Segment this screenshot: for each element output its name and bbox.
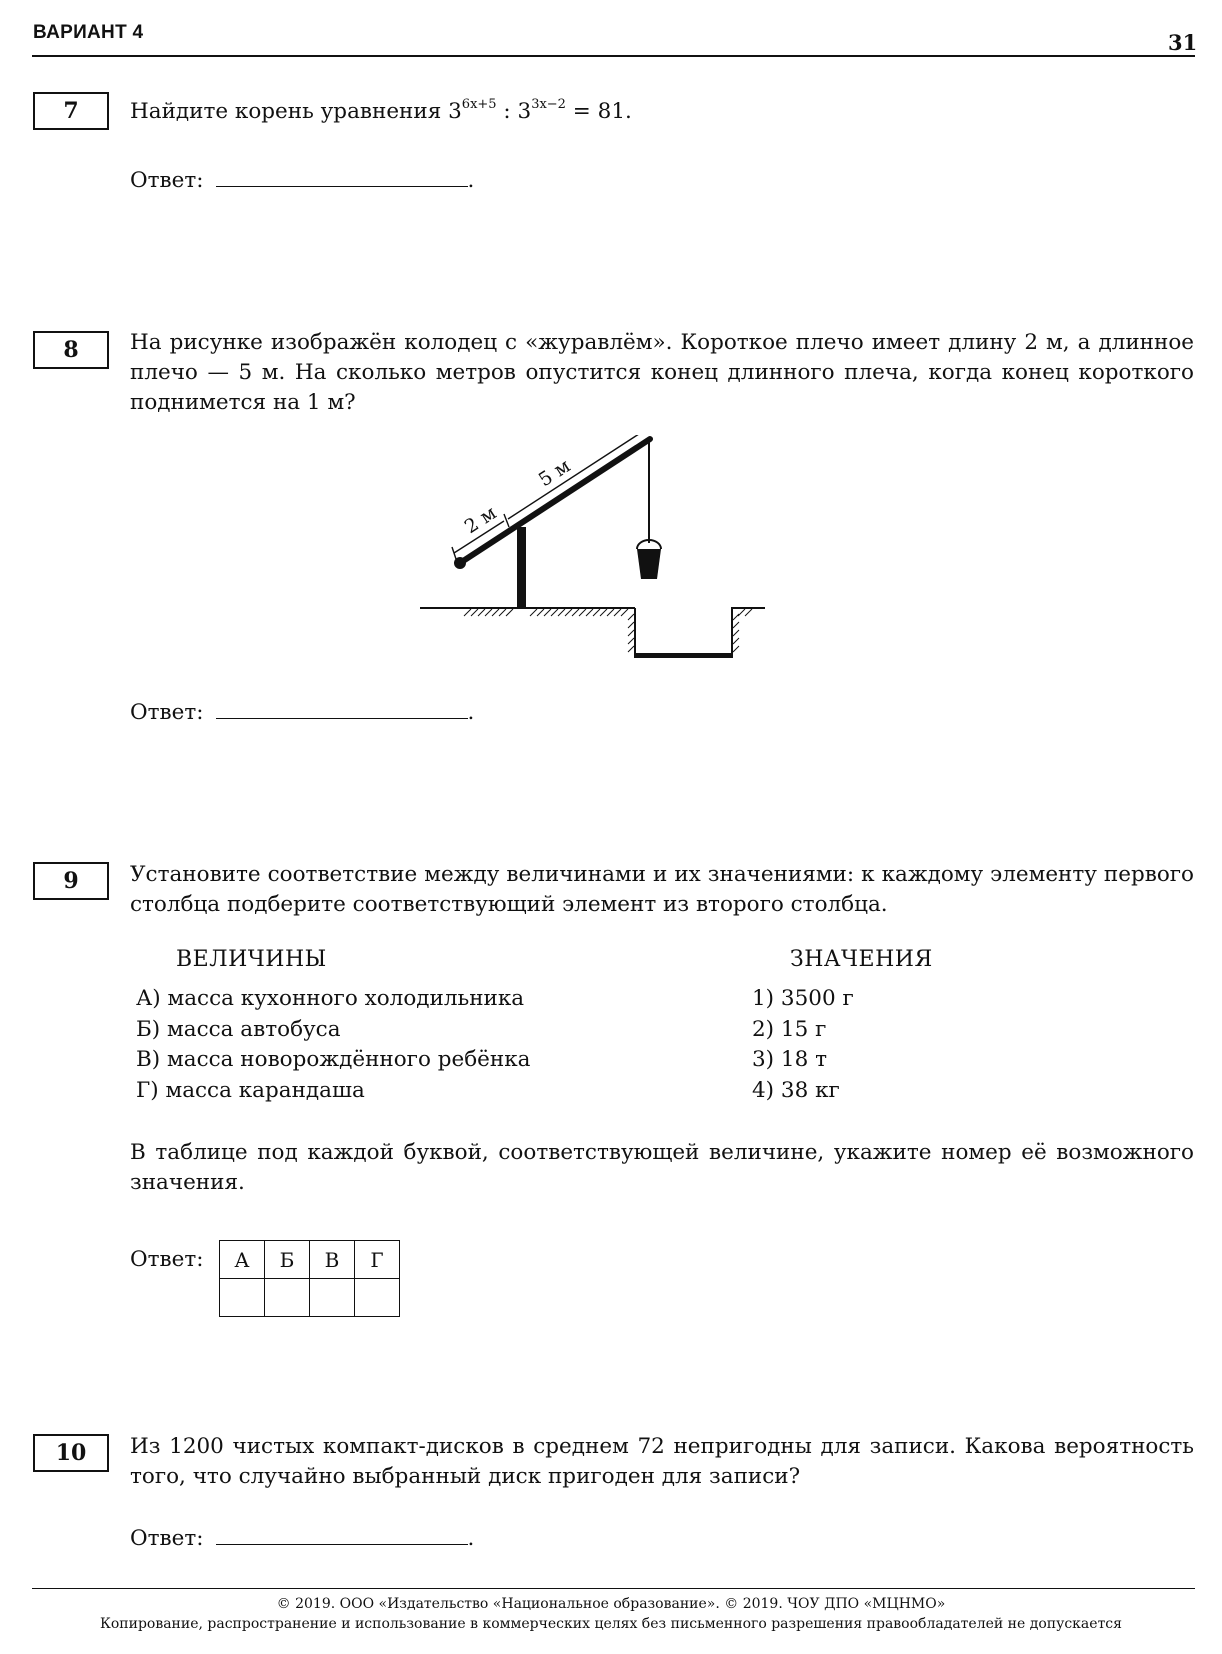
list-item (136, 1076, 530, 1107)
answer-field[interactable] (216, 168, 468, 187)
answer-cell[interactable] (265, 1279, 310, 1317)
crane-lever (460, 439, 650, 563)
answer-period: . (467, 168, 475, 193)
task-9-instruction: В таблице под каждой буквой, соответствующей величине, укажите номер её возможного значения. (130, 1140, 1194, 1195)
equation-divide: : (496, 99, 518, 124)
well-bottom (635, 653, 732, 657)
list-item (752, 1045, 854, 1076)
item-letter: Г) (136, 1077, 159, 1103)
item-number: 2) (752, 1016, 775, 1042)
task-8-answer (130, 700, 474, 725)
task-10-text: Из 1200 чистых компакт-дисков в среднем 72 непригодны для записи. Какова вероятность того, что случайно выбранный диск пригоден для записи? (130, 1434, 1194, 1489)
answer-field[interactable] (216, 1526, 468, 1545)
table-header-row (220, 1241, 400, 1279)
item-text: 15 г (780, 1016, 827, 1042)
long-arm-label: 5 м (534, 454, 575, 492)
list-item (752, 984, 854, 1015)
equation-rhs: = 81. (565, 99, 632, 124)
bucket (637, 549, 661, 579)
item-text: масса автобуса (167, 1016, 341, 1042)
task-7-lead: Найдите корень уравнения (130, 99, 449, 124)
equation-exponent-2: 3x−2 (531, 97, 566, 112)
task-number-10: 10 (33, 1434, 109, 1472)
answer-period: . (467, 700, 475, 725)
answer-period: . (467, 1526, 475, 1551)
well-hatching (628, 609, 752, 652)
long-arm-dimension (508, 435, 642, 519)
item-letter: В) (136, 1047, 161, 1072)
item-text: 38 кг (780, 1077, 840, 1103)
task-number-8: 8 (33, 331, 109, 369)
short-arm-label: 2 м (460, 501, 501, 539)
item-text: масса кухонного холодильника (167, 986, 525, 1011)
answer-cell[interactable] (310, 1279, 355, 1317)
quantities-header: ВЕЛИЧИНЫ (176, 947, 327, 972)
list-item (136, 984, 530, 1015)
ground-hatching (464, 609, 628, 616)
table-header-cell: Г (355, 1241, 400, 1279)
list-item (752, 1015, 854, 1046)
footer-divider (32, 1588, 1195, 1589)
task-7-answer (130, 168, 474, 193)
answer-label: Ответ: (130, 1526, 204, 1551)
quantities-list (136, 984, 530, 1106)
item-text: масса новорождённого ребёнка (167, 1047, 531, 1072)
task-7-text (130, 90, 1194, 127)
item-letter: Б) (136, 1016, 161, 1042)
crane-post (517, 527, 526, 608)
item-text: масса карандаша (165, 1077, 365, 1103)
task-9-text: Установите соответствие между величинами и их значениями: к каждому элементу первого столбца подберите соответствующий элемент из второго столбца. (130, 862, 1194, 917)
item-number: 4) (752, 1077, 775, 1103)
table-answer-row (220, 1279, 400, 1317)
table-header-cell: В (310, 1241, 355, 1279)
well-crane-figure (420, 435, 800, 660)
equation-base-1: 3 (448, 99, 462, 124)
answer-cell[interactable] (355, 1279, 400, 1317)
task-8-text: На рисунке изображён колодец с «журавлём». Короткое плечо имеет длину 2 м, а длинное плечо — 5 м. На сколько метров опустится конец длинного плеча, когда конец короткого поднимется на 1 м? (130, 330, 1194, 415)
list-item (136, 1015, 530, 1046)
list-item (752, 1076, 854, 1107)
answer-cell[interactable] (220, 1279, 265, 1317)
equation-exponent-1: 6x+5 (461, 97, 497, 112)
task-10-answer (130, 1526, 474, 1551)
item-text: 3500 г (780, 986, 854, 1011)
task-number-9: 9 (33, 862, 109, 900)
item-text: 18 т (780, 1047, 828, 1072)
answer-label: Ответ: (130, 700, 204, 725)
footer-notice: Копирование, распространение и использование в коммерческих целях без письменного разрешения правообладателей не допускается (100, 1616, 1122, 1632)
table-header-cell: Б (265, 1241, 310, 1279)
values-list (752, 984, 854, 1106)
list-item (136, 1045, 530, 1076)
item-number: 1) (752, 986, 775, 1011)
page-number: 31 (1168, 30, 1198, 55)
task-9-answer-label: Ответ: (130, 1247, 204, 1272)
variant-heading: ВАРИАНТ 4 (33, 22, 144, 43)
header-divider (32, 55, 1195, 57)
answer-table (219, 1240, 400, 1317)
answer-label: Ответ: (130, 168, 204, 193)
equation-base-2: 3 (517, 99, 532, 124)
values-header: ЗНАЧЕНИЯ (790, 947, 933, 972)
task-number-7: 7 (33, 92, 109, 130)
table-header-cell: А (220, 1241, 265, 1279)
item-number: 3) (752, 1047, 775, 1072)
footer-copyright: © 2019. ООО «Издательство «Национальное образование». © 2019. ЧОУ ДПО «МЦНМО» (276, 1596, 946, 1612)
item-letter: А) (136, 986, 161, 1011)
answer-field[interactable] (216, 700, 468, 719)
